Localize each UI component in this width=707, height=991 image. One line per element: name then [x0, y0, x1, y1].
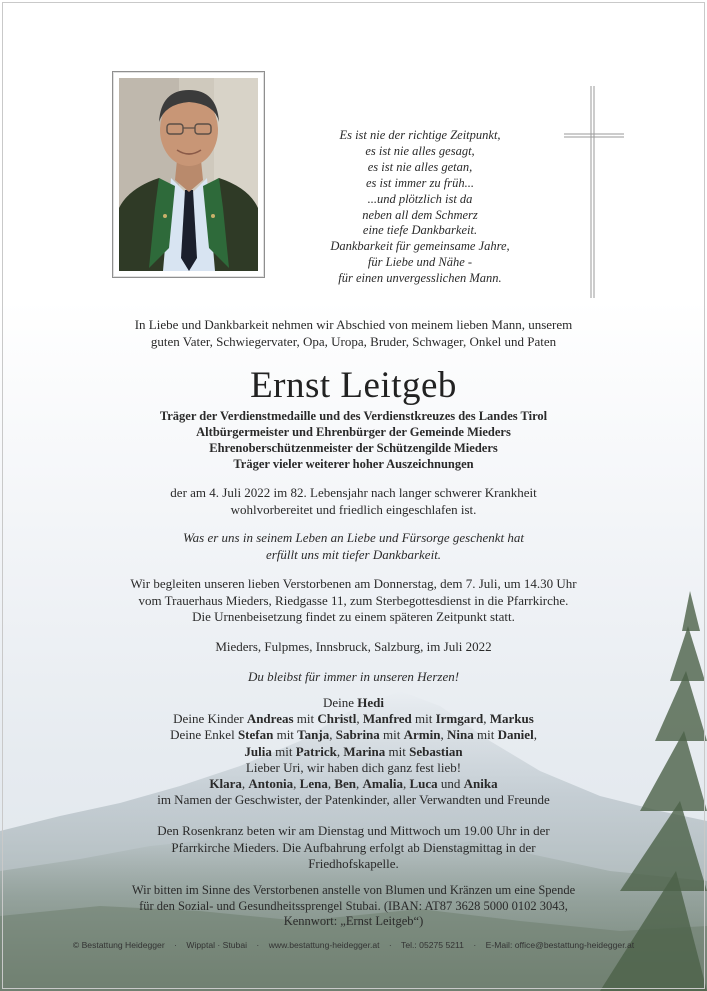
- death-line: der am 4. Juli 2022 im 82. Lebensjahr nach langer schwerer Krankheit: [170, 485, 537, 500]
- poem: [300, 128, 540, 287]
- intro-line: In Liebe und Dankbarkeit nehmen wir Abschied von meinem lieben Mann, unserem: [134, 317, 573, 332]
- grandchildren-line: Deine Enkel Stefan mit Tanja, Sabrina mit Armin, Nina mit Daniel,: [170, 727, 537, 743]
- rosary-details: [50, 823, 657, 873]
- death-notice: [50, 485, 657, 518]
- donation-request: [50, 883, 657, 930]
- great-grandchildren-line: Klara, Antonia, Lena, Ben, Amalia, Luca und Anika: [209, 776, 498, 792]
- footer-company: © Bestattung Heidegger: [72, 940, 165, 950]
- uri-line: Lieber Uri, wir haben dich ganz fest lieb!: [245, 759, 462, 775]
- poem-line: Es ist nie der richtige Zeitpunkt,: [339, 128, 501, 142]
- poem-line: es ist immer zu früh...: [366, 175, 474, 190]
- children-line: Deine Kinder Andreas mit Christl, Manfred mit Irmgard, Markus: [173, 711, 534, 727]
- poem-line: es ist nie alles gesagt,: [365, 143, 475, 158]
- footer-separator: ·: [174, 940, 177, 950]
- siblings-line: im Namen der Geschwister, der Patenkinder, aller Verwandten und Freunde: [157, 792, 550, 808]
- poem-line: Dankbarkeit für gemeinsame Jahre,: [330, 239, 510, 254]
- donation-line: für den Sozial- und Gesundheitssprengel Stubai. (IBAN: AT87 3628 5000 0102 3043,: [139, 898, 568, 913]
- death-line: wohlvorbereitet und friedlich eingeschlafen ist.: [230, 501, 477, 517]
- donation-line: Kennwort: „Ernst Leitgeb“): [283, 914, 424, 928]
- funeral-line: Die Urnenbeisetzung findet zu einem späteren Zeitpunkt statt.: [192, 609, 515, 624]
- gratitude-quote: [50, 530, 657, 563]
- poem-line: ...und plötzlich ist da: [367, 191, 473, 206]
- family-signatures: [50, 695, 657, 808]
- footer-email-link[interactable]: E-Mail: office@bestattung-heidegger.at: [485, 940, 635, 950]
- places-date: Mieders, Fulpmes, Innsbruck, Salzburg, im Juli 2022: [215, 639, 492, 654]
- honors-list: [50, 408, 657, 472]
- funeral-line: Wir begleiten unseren lieben Verstorbenen am Donnerstag, dem 7. Juli, um 14.30 Uhr: [130, 576, 577, 591]
- footer-separator: ·: [388, 940, 392, 950]
- grandchildren-line: Julia mit Patrick, Marina mit Sebastian: [244, 743, 463, 759]
- portrait-photo-frame: [112, 71, 265, 278]
- rosary-line: Den Rosenkranz beten wir am Dienstag und Mittwoch um 19.00 Uhr in der: [157, 823, 550, 838]
- cross-icon: [560, 86, 632, 301]
- quote-line: erfüllt uns mit tiefer Dankbarkeit.: [265, 546, 442, 562]
- footer-separator: ·: [473, 940, 477, 950]
- footer-phone: Tel.: 05275 5211: [401, 940, 464, 950]
- poem-line: neben all dem Schmerz: [362, 207, 478, 222]
- deceased-name: Ernst Leitgeb: [250, 365, 457, 406]
- honor-line: Träger vieler weiterer hoher Auszeichnungen: [233, 457, 474, 471]
- donation-line: Wir bitten im Sinne des Verstorbenen anstelle von Blumen und Kränzen um eine Spende: [131, 883, 576, 897]
- footer: [0, 940, 707, 950]
- footer-website-link[interactable]: www.bestattung-heidegger.at: [268, 940, 380, 950]
- wife-line: Deine Hedi: [322, 695, 385, 710]
- honor-line: Altbürgermeister und Ehrenbürger der Gemeinde Mieders: [196, 425, 511, 439]
- quote-line: Was er uns in seinem Leben an Liebe und Fürsorge geschenkt hat: [183, 530, 524, 545]
- footer-region: Wipptal · Stubai: [186, 940, 248, 950]
- funeral-line: vom Trauerhaus Mieders, Riedgasse 11, zum Sterbegottesdienst in die Pfarrkirche.: [138, 592, 569, 608]
- intro-line: guten Vater, Schwiegervater, Opa, Uropa, Bruder, Schwager, Onkel und Paten: [150, 333, 557, 349]
- poem-line: für Liebe und Nähe -: [367, 255, 473, 270]
- poem-line: es ist nie alles getan,: [367, 159, 473, 174]
- rosary-line: Pfarrkirche Mieders. Die Aufbahrung erfolgt ab Dienstagmittag in der: [171, 839, 536, 855]
- funeral-details: [50, 576, 657, 626]
- poem-line: eine tiefe Dankbarkeit.: [362, 223, 478, 238]
- heart-quote: Du bleibst für immer in unseren Herzen!: [247, 669, 460, 684]
- footer-separator: ·: [256, 940, 260, 950]
- honor-line: Träger der Verdienstmedaille und des Verdienstkreuzes des Landes Tirol: [159, 409, 548, 423]
- rosary-line: Friedhofskapelle.: [308, 856, 399, 871]
- poem-line: für einen unvergesslichen Mann.: [338, 271, 502, 286]
- portrait-photo: [119, 78, 258, 271]
- intro-text: [50, 317, 657, 350]
- honor-line: Ehrenoberschützenmeister der Schützengilde Mieders: [209, 441, 498, 455]
